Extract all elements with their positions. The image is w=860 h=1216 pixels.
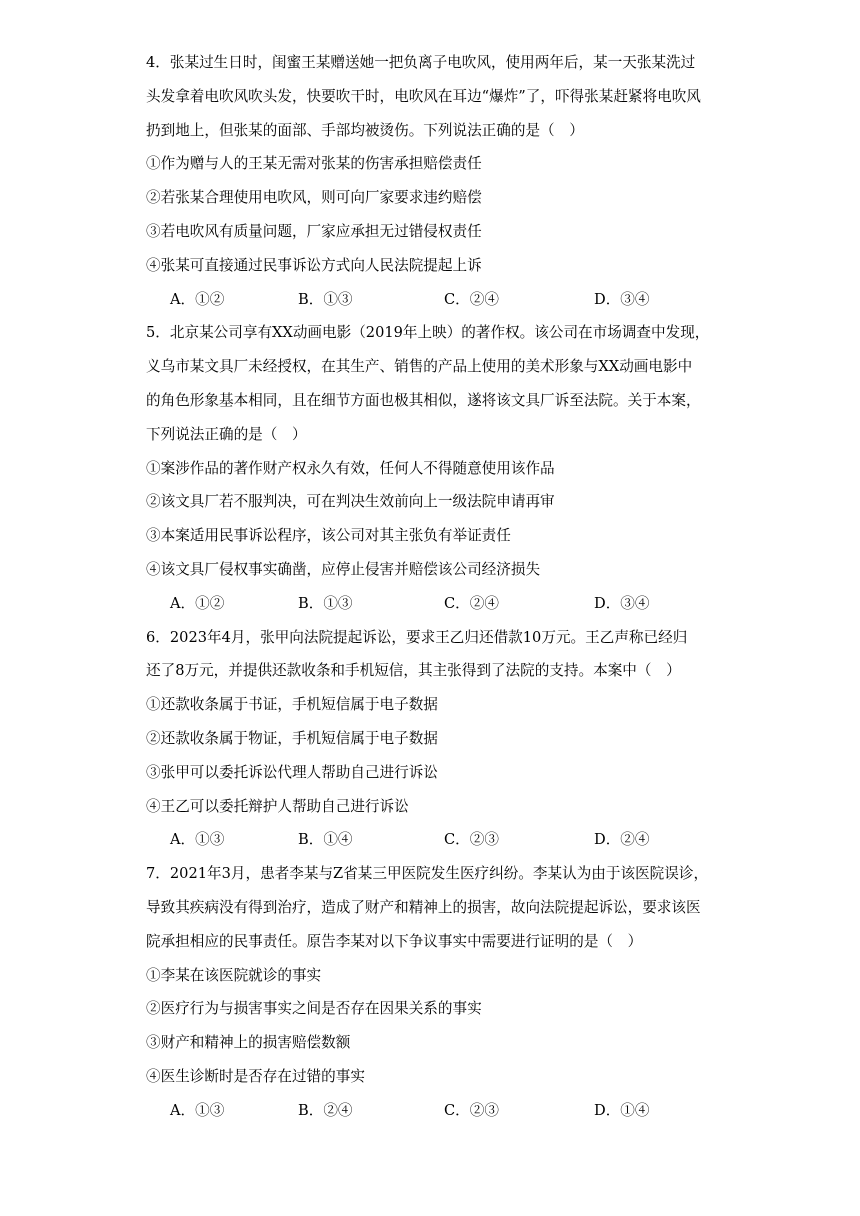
option-c[interactable]: C．②③ [444,1101,499,1119]
question-6 [146,621,726,858]
question-stem-line: 的角色形象基本相同，且在细节方面也极其相似，遂将该文具厂诉至法院。关于本案， [146,391,701,409]
option-a[interactable]: A．①② [170,290,225,308]
question-stem-line: 扔到地上，但张某的面部、手部均被烫伤。下列说法正确的是（ ） [146,121,584,139]
question-stem-line: 6．2023年4月，张甲向法院提起诉讼，要求王乙归还借款10万元。王乙声称已经归 [146,628,688,646]
question-stem-line: 导致其疾病没有得到治疗，造成了财产和精神上的损害，故向法院提起诉讼，要求该医 [146,898,701,916]
question-list [146,46,726,1128]
question-5 [146,316,726,620]
statement-3: ③财产和精神上的损害赔偿数额 [146,1034,351,1052]
statement-2: ②还款收条属于物证，手机短信属于电子数据 [146,729,438,747]
statement-4: ④医生诊断时是否存在过错的事实 [146,1067,365,1085]
option-b[interactable]: B．①④ [298,831,353,849]
question-stem-line: 4．张某过生日时，闺蜜王某赠送她一把负离子电吹风，使用两年后，某一天张某洗过 [146,54,696,71]
question-stem-line: 头发拿着电吹风吹头发，快要吹干时，电吹风在耳边“爆炸”了，吓得张某赶紧将电吹风 [146,87,701,105]
option-a[interactable]: A．①③ [170,831,225,849]
option-d[interactable]: D．③④ [594,594,650,612]
statement-1: ①作为赠与人的王某无需对张某的伤害承担赔偿责任 [146,155,482,173]
statement-2: ②该文具厂若不服判决，可在判决生效前向上一级法院申请再审 [146,493,555,511]
option-c[interactable]: C．②③ [444,831,499,849]
answer-options [146,1094,726,1128]
statement-2: ②医疗行为与损害事实之间是否存在因果关系的事实 [146,1000,482,1018]
question-stem-line: 7．2021年3月，患者李某与Z省某三甲医院发生医疗纠纷。李某认为由于该医院误诊， [146,865,709,883]
question-stem-line: 还了8万元，并提供还款收条和手机短信，其主张得到了法院的支持。本案中（ ） [146,662,681,680]
answer-options [146,823,726,857]
statement-4: ④张某可直接通过民事诉讼方式向人民法院提起上诉 [146,256,482,274]
question-7 [146,857,726,1127]
option-d[interactable]: D．②④ [594,831,650,849]
question-stem-line: 5．北京某公司享有XX动画电影（2019年上映）的著作权。该公司在市场调查中发现， [146,324,710,342]
option-b[interactable]: B．②④ [298,1101,353,1119]
answer-options [146,283,726,317]
question-stem-line: 义乌市某文具厂未经授权，在其生产、销售的产品上使用的美术形象与XX动画电影中 [146,358,693,376]
statement-1: ①还款收条属于书证，手机短信属于电子数据 [146,696,438,714]
option-c[interactable]: C．②④ [444,290,499,308]
option-d[interactable]: D．③④ [594,290,650,308]
option-b[interactable]: B．①③ [298,290,353,308]
option-d[interactable]: D．①④ [594,1101,650,1119]
question-stem-line: 院承担相应的民事责任。原告李某对以下争议事实中需要进行证明的是（ ） [146,932,643,950]
option-c[interactable]: C．②④ [444,594,499,612]
option-a[interactable]: A．①③ [170,1101,225,1119]
answer-options [146,587,726,621]
statement-3: ③本案适用民事诉讼程序，该公司对其主张负有举证责任 [146,527,511,545]
statement-1: ①案涉作品的著作财产权永久有效，任何人不得随意使用该作品 [146,459,555,477]
statement-4: ④该文具厂侵权事实确凿，应停止侵害并赔偿该公司经济损失 [146,560,541,578]
option-b[interactable]: B．①③ [298,594,353,612]
statement-1: ①李某在该医院就诊的事实 [146,966,322,984]
statement-2: ②若张某合理使用电吹风，则可向厂家要求违约赔偿 [146,189,482,207]
option-a[interactable]: A．①② [170,594,225,612]
statement-3: ③若电吹风有质量问题，厂家应承担无过错侵权责任 [146,222,482,240]
question-stem-line: 下列说法正确的是（ ） [146,425,307,443]
statement-3: ③张甲可以委托诉讼代理人帮助自己进行诉讼 [146,763,438,781]
statement-4: ④王乙可以委托辩护人帮助自己进行诉讼 [146,797,409,815]
question-4 [146,46,726,316]
